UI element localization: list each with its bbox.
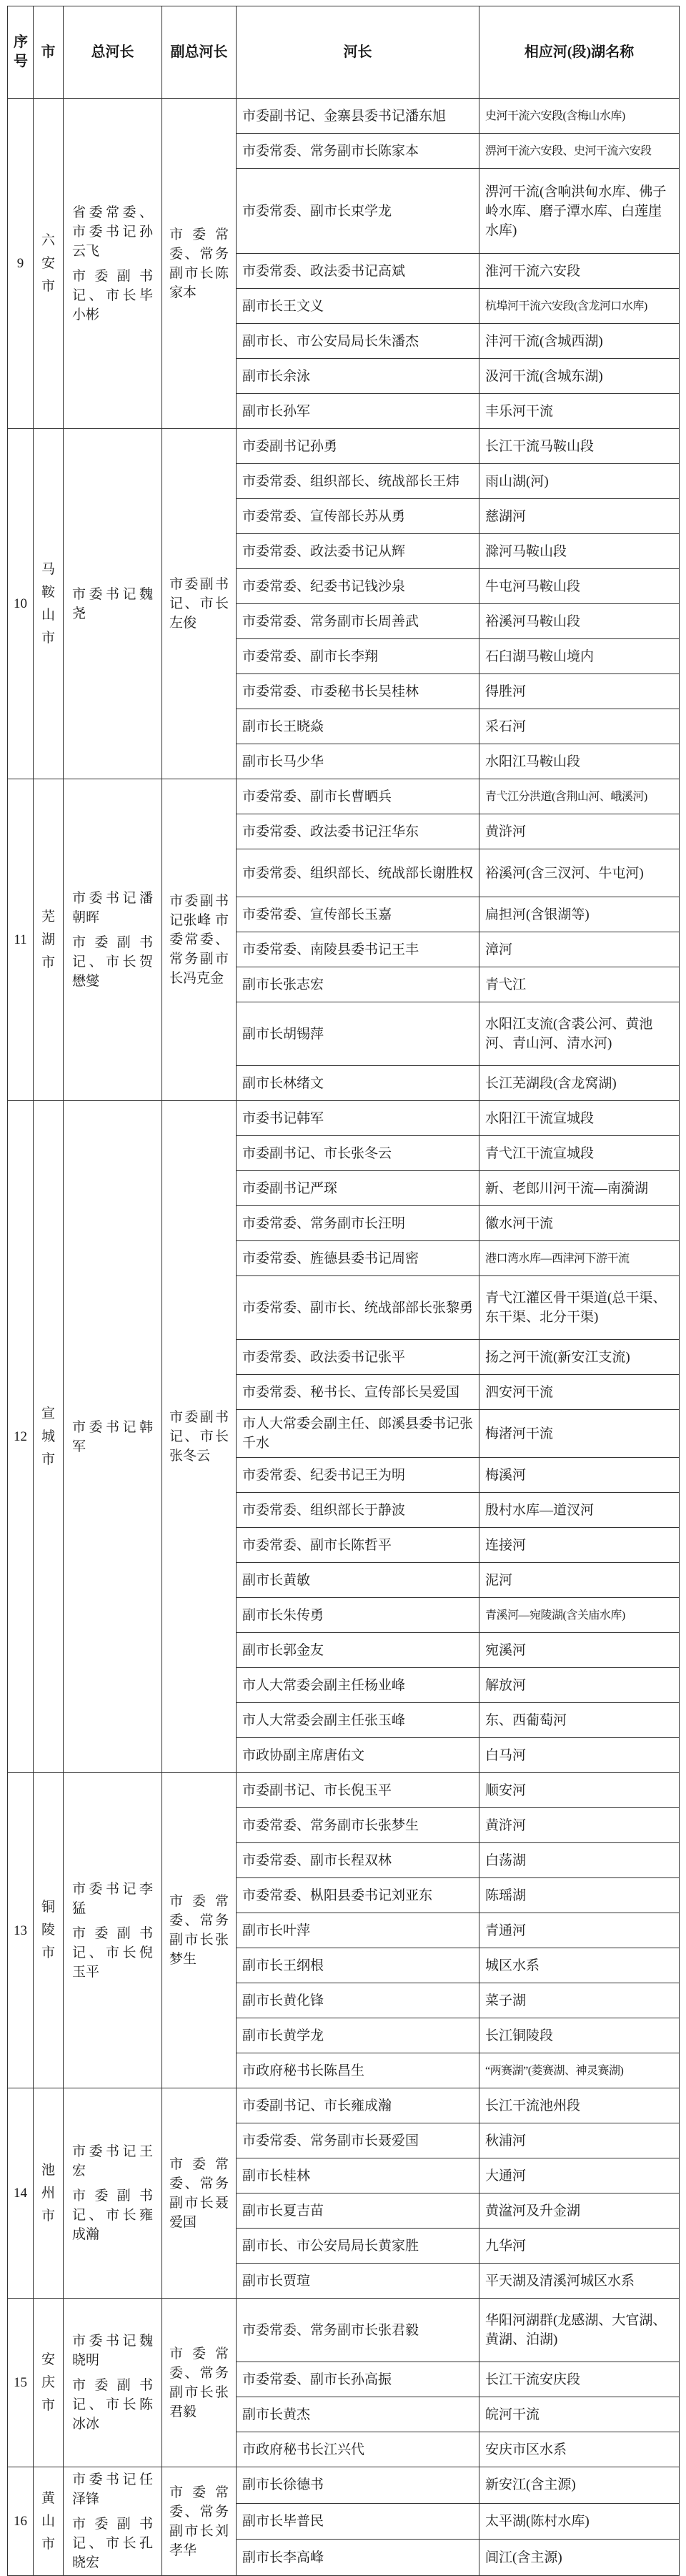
river-cell: 裕溪河马鞍山段 [479,604,680,639]
leader-cell: 副市长郭金友 [237,1633,479,1668]
leader-cell: 市委常委、副市长李翔 [237,639,479,674]
leader-cell: 副市长朱传勇 [237,1598,479,1633]
group-vice: 市委常委、常务副市长聂爱国 [162,2088,237,2299]
river-cell: 徽水河干流 [479,1206,680,1241]
leader-cell: 副市长王晓焱 [237,709,479,744]
leader-cell: 市人大常委会副主任杨业峰 [237,1668,479,1703]
leader-cell: 市委常委、副市长束学龙 [237,169,479,254]
leader-cell: 副市长毕普民 [237,2503,479,2540]
chief-name: 市委书记魏晓明 [72,2334,153,2368]
group-seq: 14 [8,2088,34,2299]
group-city: 安庆市 [34,2299,64,2467]
river-cell: 丰乐河干流 [479,394,680,429]
group-seq: 11 [8,779,34,1101]
group-city: 马鞍山市 [34,429,64,779]
group-chief [64,2088,162,2299]
chief-name: 市委书记李猛 [72,1881,153,1916]
group-vice: 市委常委、常务副市长陈家本 [162,99,237,429]
river-cell: 慈湖河 [479,499,680,534]
river-cell: 白荡湖 [479,1843,680,1878]
river-cell: 杭埠河干流六安段(含龙河口水库) [479,289,680,324]
header-city: 市 [34,6,64,99]
chief-name: 市委副书记、市长毕小彬 [72,268,153,322]
group-city: 池州市 [34,2088,64,2299]
table-row [8,1773,680,1808]
river-cell: 青溪河—宛陵湖(含关庙水库) [479,1598,680,1633]
leader-cell: 副市长桂林 [237,2158,479,2193]
leader-cell: 副市长余泳 [237,359,479,394]
leader-cell: 市委副书记、市长雍成瀚 [237,2088,479,2123]
leader-cell: 市委常委、政法委书记高斌 [237,254,479,289]
group-seq: 15 [8,2299,34,2467]
leader-cell: 副市长林绪文 [237,1066,479,1101]
leader-cell: 市委常委、副市长陈哲平 [237,1528,479,1563]
river-cell: 汲河干流(含城东湖) [479,359,680,394]
chief-name: 市委副书记、市长孔晓宏 [72,2517,153,2570]
river-cell: 青弋江分洪道(含荆山河、峨溪河) [479,779,680,814]
river-cell: 皖河干流 [479,2397,680,2432]
river-cell: 采石河 [479,709,680,744]
table-row [8,1101,680,1136]
river-cell: 东、西葡萄河 [479,1703,680,1738]
leader-cell: 副市长王纲根 [237,1948,479,1983]
river-cell: 九华河 [479,2229,680,2264]
leader-cell: 市委常委、常务副市长张君毅 [237,2299,479,2362]
river-cell: 秋浦河 [479,2123,680,2158]
leader-cell: 市委常委、副市长程双林 [237,1843,479,1878]
river-cell: 长江铜陵段 [479,2018,680,2053]
river-cell: 得胜河 [479,674,680,709]
leader-cell: 市委常委、副市长曹晒兵 [237,779,479,814]
leader-cell: 市委常委、常务副市长陈家本 [237,134,479,169]
river-cell: 青弋江 [479,967,680,1002]
leader-cell: 市委常委、宣传部长苏从勇 [237,499,479,534]
leader-cell: 市委常委、市委秘书长吴桂林 [237,674,479,709]
leader-cell: 副市长贾瑄 [237,2264,479,2299]
leader-cell: 市委常委、宣传部长玉嘉 [237,897,479,932]
header-vice: 副总河长 [162,6,237,99]
leader-cell: 副市长、市公安局局长朱潘杰 [237,324,479,359]
river-cell: 新安江(含主源) [479,2467,680,2504]
leader-cell: 市委常委、旌德县委书记周密 [237,1241,479,1276]
river-cell: 淠河干流六安段、史河干流六安段 [479,134,680,169]
group-vice: 市委常委、常务副市长刘孝华 [162,2467,237,2576]
page-wrapper [7,6,679,2576]
leader-cell: 市委常委、常务副市长张梦生 [237,1808,479,1843]
river-chief-table [7,6,680,2576]
river-cell: “两赛湖”(菱赛湖、神灵赛湖) [479,2053,680,2088]
chief-name: 市委副书记、市长倪玉平 [72,1925,153,1980]
leader-cell: 副市长徐德书 [237,2467,479,2504]
river-cell: 淠河干流(含响洪甸水库、佛子岭水库、磨子潭水库、白莲崖水库) [479,169,680,254]
chief-name: 市委书记潘朝晖 [72,891,153,925]
leader-cell: 副市长黄敏 [237,1563,479,1598]
river-cell: 宛溪河 [479,1633,680,1668]
leader-cell: 市委副书记、金寨县委书记潘东旭 [237,99,479,134]
group-seq: 9 [8,99,34,429]
river-cell: 殷村水库—道汊河 [479,1493,680,1528]
leader-cell: 市委常委、组织部长、统战部长谢胜权 [237,849,479,897]
chief-name: 市委书记魏尧 [72,586,153,621]
river-cell: 石臼湖马鞍山境内 [479,639,680,674]
river-cell: 水阳江马鞍山段 [479,744,680,779]
leader-cell: 副市长、市公安局局长黄家胜 [237,2229,479,2264]
group-seq: 10 [8,429,34,779]
group-city: 黄山市 [34,2467,64,2576]
leader-cell: 市政府秘书长陈昌生 [237,2053,479,2088]
header-chief: 总河长 [64,6,162,99]
river-cell: 连接河 [479,1528,680,1563]
river-cell: 梅渚河干流 [479,1410,680,1458]
river-cell: 扁担河(含银湖等) [479,897,680,932]
leader-cell: 市人大常委会副主任张玉峰 [237,1703,479,1738]
river-cell: 平天湖及清溪河城区水系 [479,2264,680,2299]
leader-cell: 市委常委、纪委书记王为明 [237,1458,479,1493]
river-cell: 太平湖(陈村水库) [479,2503,680,2540]
river-cell: 长江干流池州段 [479,2088,680,2123]
river-cell: 水阳江干流宣城段 [479,1101,680,1136]
leader-cell: 副市长叶萍 [237,1913,479,1948]
leader-cell: 副市长王文义 [237,289,479,324]
river-cell: 泗安河干流 [479,1375,680,1410]
chief-name: 市委副书记、市长雍成瀚 [72,2188,153,2242]
group-city: 芜湖市 [34,779,64,1101]
header-river: 相应河(段)湖名称 [479,6,680,99]
leader-cell: 副市长黄杰 [237,2397,479,2432]
leader-cell: 市政府秘书长江兴代 [237,2432,479,2467]
river-cell: 港口湾水库—西津河下游干流 [479,1241,680,1276]
leader-cell: 市委常委、常务副市长周善武 [237,604,479,639]
leader-cell: 市委常委、纪委书记钱沙泉 [237,569,479,604]
group-seq: 12 [8,1101,34,1773]
river-cell: 雨山湖(河) [479,464,680,499]
leader-cell: 市委常委、组织部长、统战部长王炜 [237,464,479,499]
river-cell: 裕溪河(含三汊河、牛屯河) [479,849,680,897]
group-vice: 市委常委、常务副市长张梦生 [162,1773,237,2088]
leader-cell: 市委常委、副市长、统战部部长张黎勇 [237,1276,479,1340]
leader-cell: 市委常委、常务副市长汪明 [237,1206,479,1241]
leader-cell: 副市长胡锡萍 [237,1002,479,1066]
leader-cell: 副市长孙军 [237,394,479,429]
river-cell: 解放河 [479,1668,680,1703]
leader-cell: 市委常委、南陵县委书记王丰 [237,932,479,967]
leader-cell: 市委常委、政法委书记从辉 [237,534,479,569]
river-cell: 黄湓河及升金湖 [479,2193,680,2229]
table-row [8,779,680,814]
leader-cell: 副市长黄化锋 [237,1983,479,2018]
river-cell: 安庆市区水系 [479,2432,680,2467]
leader-cell: 市委副书记严琛 [237,1171,479,1206]
header-seq: 序号 [8,6,34,99]
river-cell: 菜子湖 [479,1983,680,2018]
leader-cell: 副市长黄学龙 [237,2018,479,2053]
group-city: 宣城市 [34,1101,64,1773]
river-cell: 水阳江支流(含裘公河、黄池河、青山河、清水河) [479,1002,680,1066]
group-chief [64,2467,162,2576]
table-row [8,429,680,464]
group-seq: 16 [8,2467,34,2576]
leader-cell: 副市长李高峰 [237,2540,479,2576]
river-cell: 史河干流六安段(含梅山水库) [479,99,680,134]
leader-cell: 市政协副主席唐佑文 [237,1738,479,1773]
river-cell: 青弋江干流宣城段 [479,1136,680,1171]
river-cell: 青通河 [479,1913,680,1948]
leader-cell: 市委副书记、市长倪玉平 [237,1773,479,1808]
table-row [8,2088,680,2123]
group-city: 铜陵市 [34,1773,64,2088]
river-cell: 梅溪河 [479,1458,680,1493]
leader-cell: 市委常委、枞阳县委书记刘亚东 [237,1878,479,1913]
group-vice: 市委常委、常务副市长张君毅 [162,2299,237,2467]
river-cell: 华阳河湖群(龙感湖、大官湖、黄湖、泊湖) [479,2299,680,2362]
chief-name: 市委书记韩军 [72,1419,153,1454]
river-cell: 牛屯河马鞍山段 [479,569,680,604]
river-cell: 泥河 [479,1563,680,1598]
group-vice: 市委副书记、市长左俊 [162,429,237,779]
leader-cell: 市委常委、组织部长于静波 [237,1493,479,1528]
river-cell: 青弋江灌区骨干渠道(总干渠、东干渠、北分干渠) [479,1276,680,1340]
chief-name: 省委常委、市委书记孙云飞 [72,204,153,259]
river-cell: 阊江(含主源) [479,2540,680,2576]
chief-name: 市委副书记、市长陈冰冰 [72,2378,153,2432]
leader-cell: 市委副书记孙勇 [237,429,479,464]
river-cell: 长江芜湖段(含龙窝湖) [479,1066,680,1101]
group-chief [64,1773,162,2088]
river-cell: 新、老郎川河干流—南漪湖 [479,1171,680,1206]
leader-cell: 市人大常委会副主任、郎溪县委书记张千水 [237,1410,479,1458]
leader-cell: 市委书记韩军 [237,1101,479,1136]
leader-cell: 市委常委、政法委书记汪华东 [237,814,479,849]
river-cell: 黄浒河 [479,1808,680,1843]
river-cell: 大通河 [479,2158,680,2193]
river-cell: 沣河干流(含城西湖) [479,324,680,359]
group-chief [64,1101,162,1773]
river-cell: 长江干流马鞍山段 [479,429,680,464]
group-chief [64,779,162,1101]
chief-name: 市委书记王宏 [72,2144,153,2178]
table-body [8,99,680,2576]
leader-cell: 市委常委、副市长孙高振 [237,2362,479,2397]
river-cell: 陈瑶湖 [479,1878,680,1913]
group-seq: 13 [8,1773,34,2088]
chief-name: 市委副书记、市长贺懋燮 [72,935,153,989]
table-row [8,2467,680,2504]
table-row [8,2299,680,2362]
group-chief [64,429,162,779]
leader-cell: 市委常委、常务副市长聂爱国 [237,2123,479,2158]
river-cell: 顺安河 [479,1773,680,1808]
river-cell: 扬之河干流(新安江支流) [479,1340,680,1375]
group-chief [64,2299,162,2467]
leader-cell: 市委常委、秘书长、宣传部长吴爱国 [237,1375,479,1410]
group-chief [64,99,162,429]
river-cell: 淮河干流六安段 [479,254,680,289]
group-vice: 市委副书记、市长张冬云 [162,1101,237,1773]
table-row [8,99,680,134]
header-leader: 河长 [237,6,479,99]
leader-cell: 副市长张志宏 [237,967,479,1002]
group-vice: 市委副书记张峰 市委常委、常务副市长冯克金 [162,779,237,1101]
table-header [8,6,680,99]
leader-cell: 市委常委、政法委书记张平 [237,1340,479,1375]
chief-name: 市委书记任泽锋 [72,2472,153,2507]
river-cell: 滁河马鞍山段 [479,534,680,569]
group-city: 六安市 [34,99,64,429]
leader-cell: 副市长马少华 [237,744,479,779]
river-cell: 长江干流安庆段 [479,2362,680,2397]
river-cell: 城区水系 [479,1948,680,1983]
leader-cell: 副市长夏吉苗 [237,2193,479,2229]
river-cell: 漳河 [479,932,680,967]
river-cell: 黄浒河 [479,814,680,849]
leader-cell: 市委副书记、市长张冬云 [237,1136,479,1171]
river-cell: 白马河 [479,1738,680,1773]
